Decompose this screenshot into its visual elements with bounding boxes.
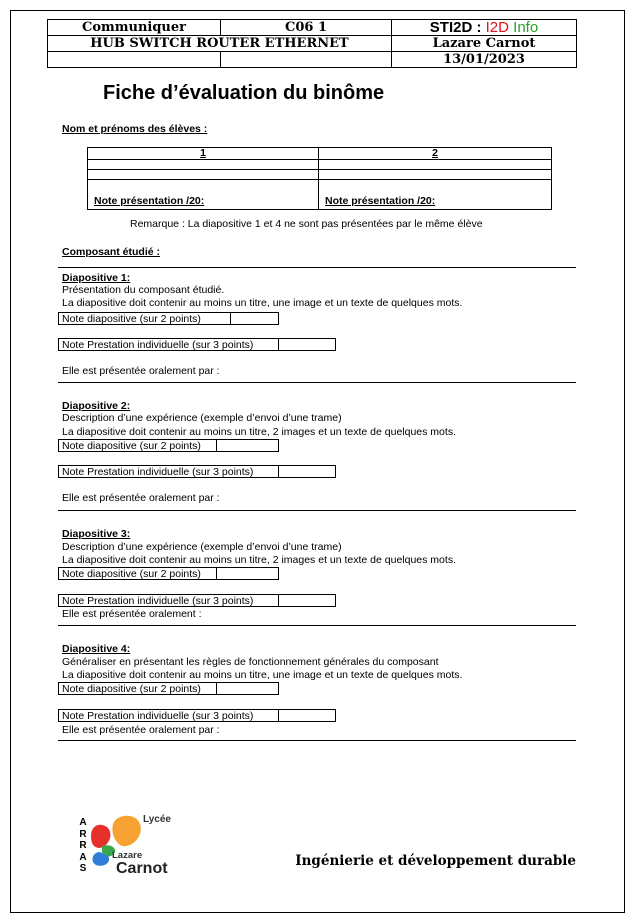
remark: Remarque : La diapositive 1 et 4 ne sont pas présentées par le même élève (130, 218, 483, 230)
slide-3-presented-by: Elle est présentée oralement : (62, 608, 202, 620)
slide-4-rule (58, 740, 576, 741)
slide-1-note-sep (230, 312, 231, 325)
slide-2-presentation-label: Note Prestation individuelle (sur 3 points) (62, 466, 254, 478)
slide-3-presentation-box[interactable] (58, 594, 336, 607)
slide-4-line2: La diapositive doit contenir au moins un titre, une image et un texte de quelques mots. (62, 669, 463, 681)
student-firstname-2[interactable] (319, 170, 552, 180)
logo-lazare: Lazare (112, 850, 143, 861)
header-subject: Communiquer (48, 20, 221, 36)
student-col-1: 1 (88, 148, 319, 160)
slide-1-presented-by: Elle est présentée oralement par : (62, 365, 220, 377)
slide-2-rule (58, 510, 576, 511)
header-empty-1 (48, 52, 221, 68)
slide-1-note-label: Note diapositive (sur 2 points) (62, 313, 201, 325)
student-firstname-1[interactable] (88, 170, 319, 180)
student-note-1[interactable]: Note présentation /20: (88, 180, 319, 210)
component-label: Composant étudié : (62, 246, 161, 258)
slide-1-note-box[interactable] (58, 312, 279, 325)
slide-3-title: Diapositive 3: (62, 528, 131, 540)
header-empty-2 (221, 52, 392, 68)
header-topic: HUB SWITCH ROUTER ETHERNET (48, 36, 392, 52)
student-col-2: 2 (319, 148, 552, 160)
students-label: Nom et prénoms des élèves : (62, 123, 208, 135)
slide-3-note-sep (216, 567, 217, 580)
header-table (47, 19, 577, 68)
slide-4-title: Diapositive 4: (62, 643, 131, 655)
slide-2-note-sep (216, 439, 217, 452)
slide-3-presentation-label: Note Prestation individuelle (sur 3 points) (62, 595, 254, 607)
component-rule (58, 267, 576, 268)
logo-vertical-text: ARRAS (79, 817, 87, 874)
header-level: STI2D : I2D Info (392, 20, 577, 36)
slide-2-note-box[interactable] (58, 439, 279, 452)
slide-4-note-label: Note diapositive (sur 2 points) (62, 683, 201, 695)
student-note-2[interactable]: Note présentation /20: (319, 180, 552, 210)
slide-3-line1: Description d’une expérience (exemple d’envoi d’une trame) (62, 541, 342, 553)
slide-1-line2: La diapositive doit contenir au moins un titre, une image et un texte de quelques mots. (62, 297, 463, 309)
slide-1-presentation-sep (278, 338, 279, 351)
slide-1-presentation-box[interactable] (58, 338, 336, 351)
slide-2-presentation-sep (278, 465, 279, 478)
header-code: C06 1 (221, 20, 392, 36)
slide-3-note-box[interactable] (58, 567, 279, 580)
slide-2-line2: La diapositive doit contenir au moins un titre, 2 images et un texte de quelques mots. (62, 426, 456, 438)
footer-text: Ingénierie et développement durable (295, 853, 576, 869)
slide-2-presented-by: Elle est présentée oralement par : (62, 492, 220, 504)
slide-4-line1: Généraliser en présentant les règles de fonctionnement générales du composant (62, 656, 439, 668)
slide-1-title: Diapositive 1: (62, 272, 131, 284)
logo-lycee: Lycée (143, 814, 171, 825)
slide-4-presentation-box[interactable] (58, 709, 336, 722)
header-date: 13/01/2023 (392, 52, 577, 68)
school-logo (78, 812, 178, 884)
slide-2-line1: Description d’une expérience (exemple d’envoi d’une trame) (62, 412, 342, 424)
students-table (87, 147, 552, 210)
student-name-1[interactable] (88, 160, 319, 170)
student-name-2[interactable] (319, 160, 552, 170)
slide-4-presented-by: Elle est présentée oralement par : (62, 724, 220, 736)
slide-3-line2: La diapositive doit contenir au moins un titre, 2 images et un texte de quelques mots. (62, 554, 456, 566)
slide-2-title: Diapositive 2: (62, 400, 131, 412)
slide-3-presentation-sep (278, 594, 279, 607)
slide-2-note-label: Note diapositive (sur 2 points) (62, 440, 201, 452)
slide-4-presentation-sep (278, 709, 279, 722)
slide-1-rule (58, 382, 576, 383)
slide-4-note-sep (216, 682, 217, 695)
page-title: Fiche d’évaluation du binôme (103, 82, 385, 104)
logo-carnot: Carnot (116, 860, 168, 877)
slide-3-note-label: Note diapositive (sur 2 points) (62, 568, 201, 580)
header-school: Lazare Carnot (392, 36, 577, 52)
page-border (10, 10, 625, 913)
slide-2-presentation-box[interactable] (58, 465, 336, 478)
slide-1-line1: Présentation du composant étudié. (62, 284, 225, 296)
slide-4-note-box[interactable] (58, 682, 279, 695)
slide-1-presentation-label: Note Prestation individuelle (sur 3 points) (62, 339, 254, 351)
slide-3-rule (58, 625, 576, 626)
slide-4-presentation-label: Note Prestation individuelle (sur 3 points) (62, 710, 254, 722)
